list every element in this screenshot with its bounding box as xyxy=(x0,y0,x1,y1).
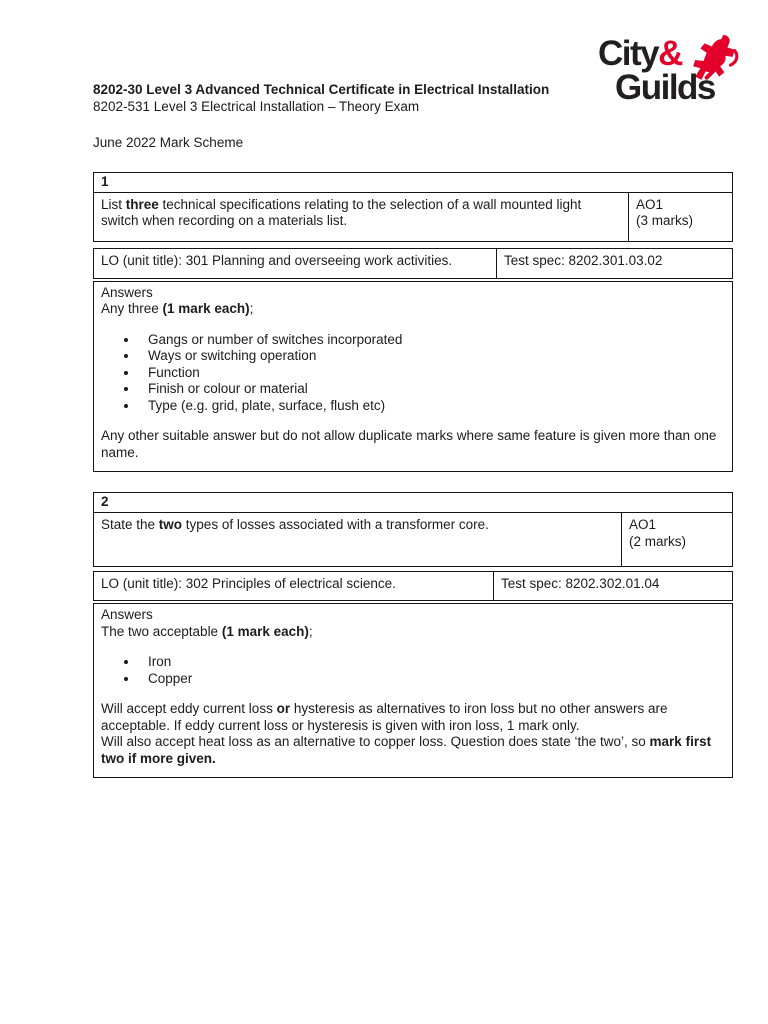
question-1-text: List three technical specifications relating to the selection of a wall mounted light switch when recording on a materials list. xyxy=(94,193,629,241)
answers-note: Any other suitable answer but do not allow duplicate marks where same feature is given more than one name. xyxy=(101,428,717,460)
ao-label: AO1 xyxy=(636,196,664,212)
answers-note: Will accept eddy current loss or hysteresis as alternatives to iron loss but no other answers are acceptable. If eddy current loss or hysteresis is given with iron loss, 1 mark only. xyxy=(101,701,668,733)
question-1-answers-cell xyxy=(93,281,733,473)
answer-bullet: • Iron xyxy=(139,654,725,671)
document-header xyxy=(93,82,733,152)
qualification-title: 8202-30 Level 3 Advanced Technical Certificate in Electrical Installation xyxy=(93,82,550,97)
answers-list xyxy=(101,332,725,415)
mark-scheme-date: June 2022 Mark Scheme xyxy=(93,135,244,150)
exam-subtitle: 8202-531 Level 3 Electrical Installation – Theory Exam xyxy=(93,98,420,114)
lo-unit-title: LO (unit title): 301 Planning and overseeing work activities. xyxy=(94,249,497,278)
answers-label: Answers xyxy=(101,607,153,622)
question-1-ao-cell xyxy=(629,193,732,241)
logo-guilds-text: Guilds xyxy=(615,68,715,107)
question-2-head-block xyxy=(93,492,733,567)
answers-note-2: Will also accept heat loss as an alternative to copper loss. Question does state ‘the two’, so mark first two if more given. xyxy=(101,734,712,766)
question-2-row xyxy=(94,513,732,566)
answer-bullet: • Copper xyxy=(139,671,725,688)
question-1-number: 1 xyxy=(94,173,732,193)
answer-bullet: • Function xyxy=(139,365,725,382)
question-2-ao-cell xyxy=(622,513,732,566)
marks-label: (3 marks) xyxy=(636,213,693,228)
answer-bullet: • Gangs or number of switches incorporated xyxy=(139,332,725,349)
test-spec: Test spec: 8202.302.01.04 xyxy=(501,576,660,591)
answer-bullet: • Ways or switching operation xyxy=(139,348,725,365)
question-2-lo-row xyxy=(93,571,733,601)
ao-label: AO1 xyxy=(629,517,657,532)
question-2-text: State the two types of losses associated with a transformer core. xyxy=(94,513,622,566)
test-spec: Test spec: 8202.301.03.02 xyxy=(504,252,663,268)
logo-ampersand: & xyxy=(658,34,682,73)
question-2-table xyxy=(93,492,733,778)
answer-bullet: • Type (e.g. grid, plate, surface, flush etc) xyxy=(139,398,725,415)
question-1-table xyxy=(93,172,733,473)
lo-unit-title: LO (unit title): 302 Principles of electrical science. xyxy=(94,572,494,600)
question-2-answers-cell xyxy=(93,603,733,778)
question-2-number: 2 xyxy=(94,493,732,513)
question-1-lo-row xyxy=(93,248,733,279)
answer-bullet: • Finish or colour or material xyxy=(139,381,725,398)
answers-intro: The two acceptable (1 mark each); xyxy=(101,623,313,639)
question-1-head-block xyxy=(93,172,733,242)
answers-list xyxy=(101,654,725,687)
answers-label: Answers xyxy=(101,284,153,300)
logo-city-text: City& xyxy=(598,34,682,73)
marks-label: (2 marks) xyxy=(629,533,686,549)
answers-intro: Any three (1 mark each); xyxy=(101,301,254,316)
question-1-row xyxy=(94,193,732,241)
